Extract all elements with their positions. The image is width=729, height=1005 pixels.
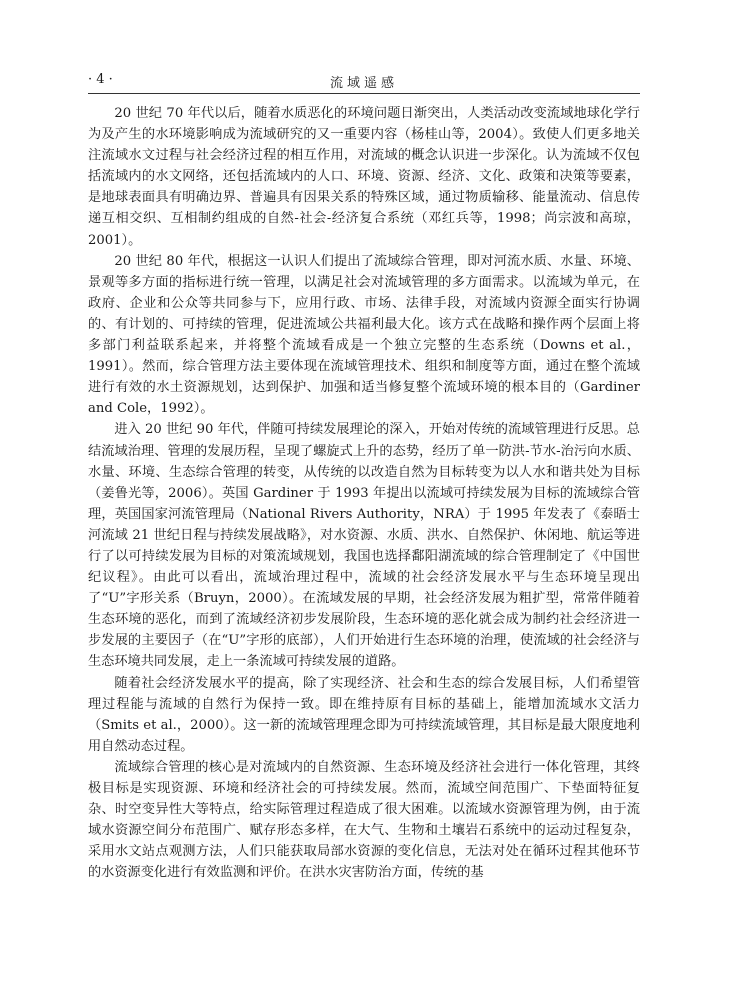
paragraph-4: 随着社会经济发展水平的提高，除了实现经济、社会和生态的综合发展目标，人们希望管理过程能与流域的自然行为保持一致。即在维持原有目标的基础上，能增加流域水文活力（Smits et al.，2000）。这一新的流域管理理念即为可持续流域管理，其目标是最大限度地利用自然动态过程。 xyxy=(88,675,640,754)
running-title: 流域遥感 xyxy=(329,76,398,91)
page-number: · 4 · xyxy=(88,72,113,87)
paragraph-5: 流域综合管理的核心是对流域内的自然资源、生态环境及经济社会进行一体化管理，其终极目标是实现资源、环境和经济社会的可持续发展。然而，流域空间范围广、下垫面特征复杂、时空变异性大等特点，给实际管理过程造成了很大困难。以流域水资源管理为例，由于流域水资源空间分布范围广、赋存形态多样，在大气、生物和土壤岩石系统中的运动过程复杂，采用水文站点观测方法，人们只能获取局部水资源的变化信息，无法对处在循环过程其他环节的水资源变化进行有效监测和评价。在洪水灾害防治方面，传统的基 xyxy=(88,759,640,881)
body-text xyxy=(88,103,640,883)
paragraph-1: 20 世纪 70 年代以后，随着水质恶化的环境问题日渐突出，人类活动改变流域地球化学行为及产生的水环境影响成为流域研究的又一重要内容（杨桂山等，2004）。致使人们更多地关注流域水文过程与社会经济过程的相互作用，对流域的概念认识进一步深化。认为流域不仅包括流域内的水文网络，还包括流域内的人口、环境、资源、经济、文化、政策和决策等要素，是地球表面具有明确边界、普遍具有因果关系的特殊区域，通过物质输移、能量流动、信息传递互相交织、互相制约组成的自然-社会-经济复合系统（邓红兵等，1998；尚宗波和高琼，2001）。 xyxy=(88,106,640,248)
page-header xyxy=(88,70,640,92)
paragraph-2: 20 世纪 80 年代，根据这一认识人们提出了流域综合管理，即对河流水质、水量、环境、景观等多方面的指标进行统一管理，以满足社会对流域管理的多方面需求。以流域为单元，在政府、企业和公众等共同参与下，应用行政、市场、法律手段，对流域内资源全面实行协调的、有计划的、可持续的管理，促进流域公共福利最大化。该方式在战略和操作两个层面上将多部门利益联系起来，并将整个流域看成是一个独立完整的生态系统（Downs et al.，1991）。然而，综合管理方法主要体现在流域管理技术、组织和制度等方面，通过在整个流域进行有效的水土资源规划，达到保护、加强和适当修复整个流域环境的根本目的（Gardiner and Cole，1992）。 xyxy=(88,253,640,417)
paragraph-3: 进入 20 世纪 90 年代，伴随可持续发展理论的深入，开始对传统的流域管理进行反思。总结流域治理、管理的发展历程，呈现了螺旋式上升的态势，经历了单一防洪-节水-治污向水质、水量、环境、生态综合管理的转变，从传统的以改造自然为目标转变为以人水和谐共处为目标（姜鲁光等，2006）。英国 Gardiner 于 1993 年提出以流域可持续发展为目标的流域综合管理，英国国家河流管理局（National Rivers Authority，NRA）于 1995 年发表了《泰晤士河流域 21 世纪日程与持续发展战略》，对水资源、水质、洪水、自然保护、休闲地、航运等进行了以可持续发展为目标的对策流域规划，我国也选择鄱阳湖流域的综合管理制定了《中国世纪议程》。由此可以看出，流域治理过程中，流域的社会经济发展水平与生态环境呈现出了“U”字形关系（Bruyn，2000）。在流域发展的早期，社会经济发展为粗扩型，常常伴随着生态环境的恶化，而到了流域经济初步发展阶段，生态环境的恶化就会成为制约社会经济进一步发展的主要因子（在“U”字形的底部），人们开始进行生态环境的治理，使流域的社会经济与生态环境共同发展，走上一条流域可持续发展的道路。 xyxy=(88,422,640,670)
header-rule xyxy=(88,93,640,94)
